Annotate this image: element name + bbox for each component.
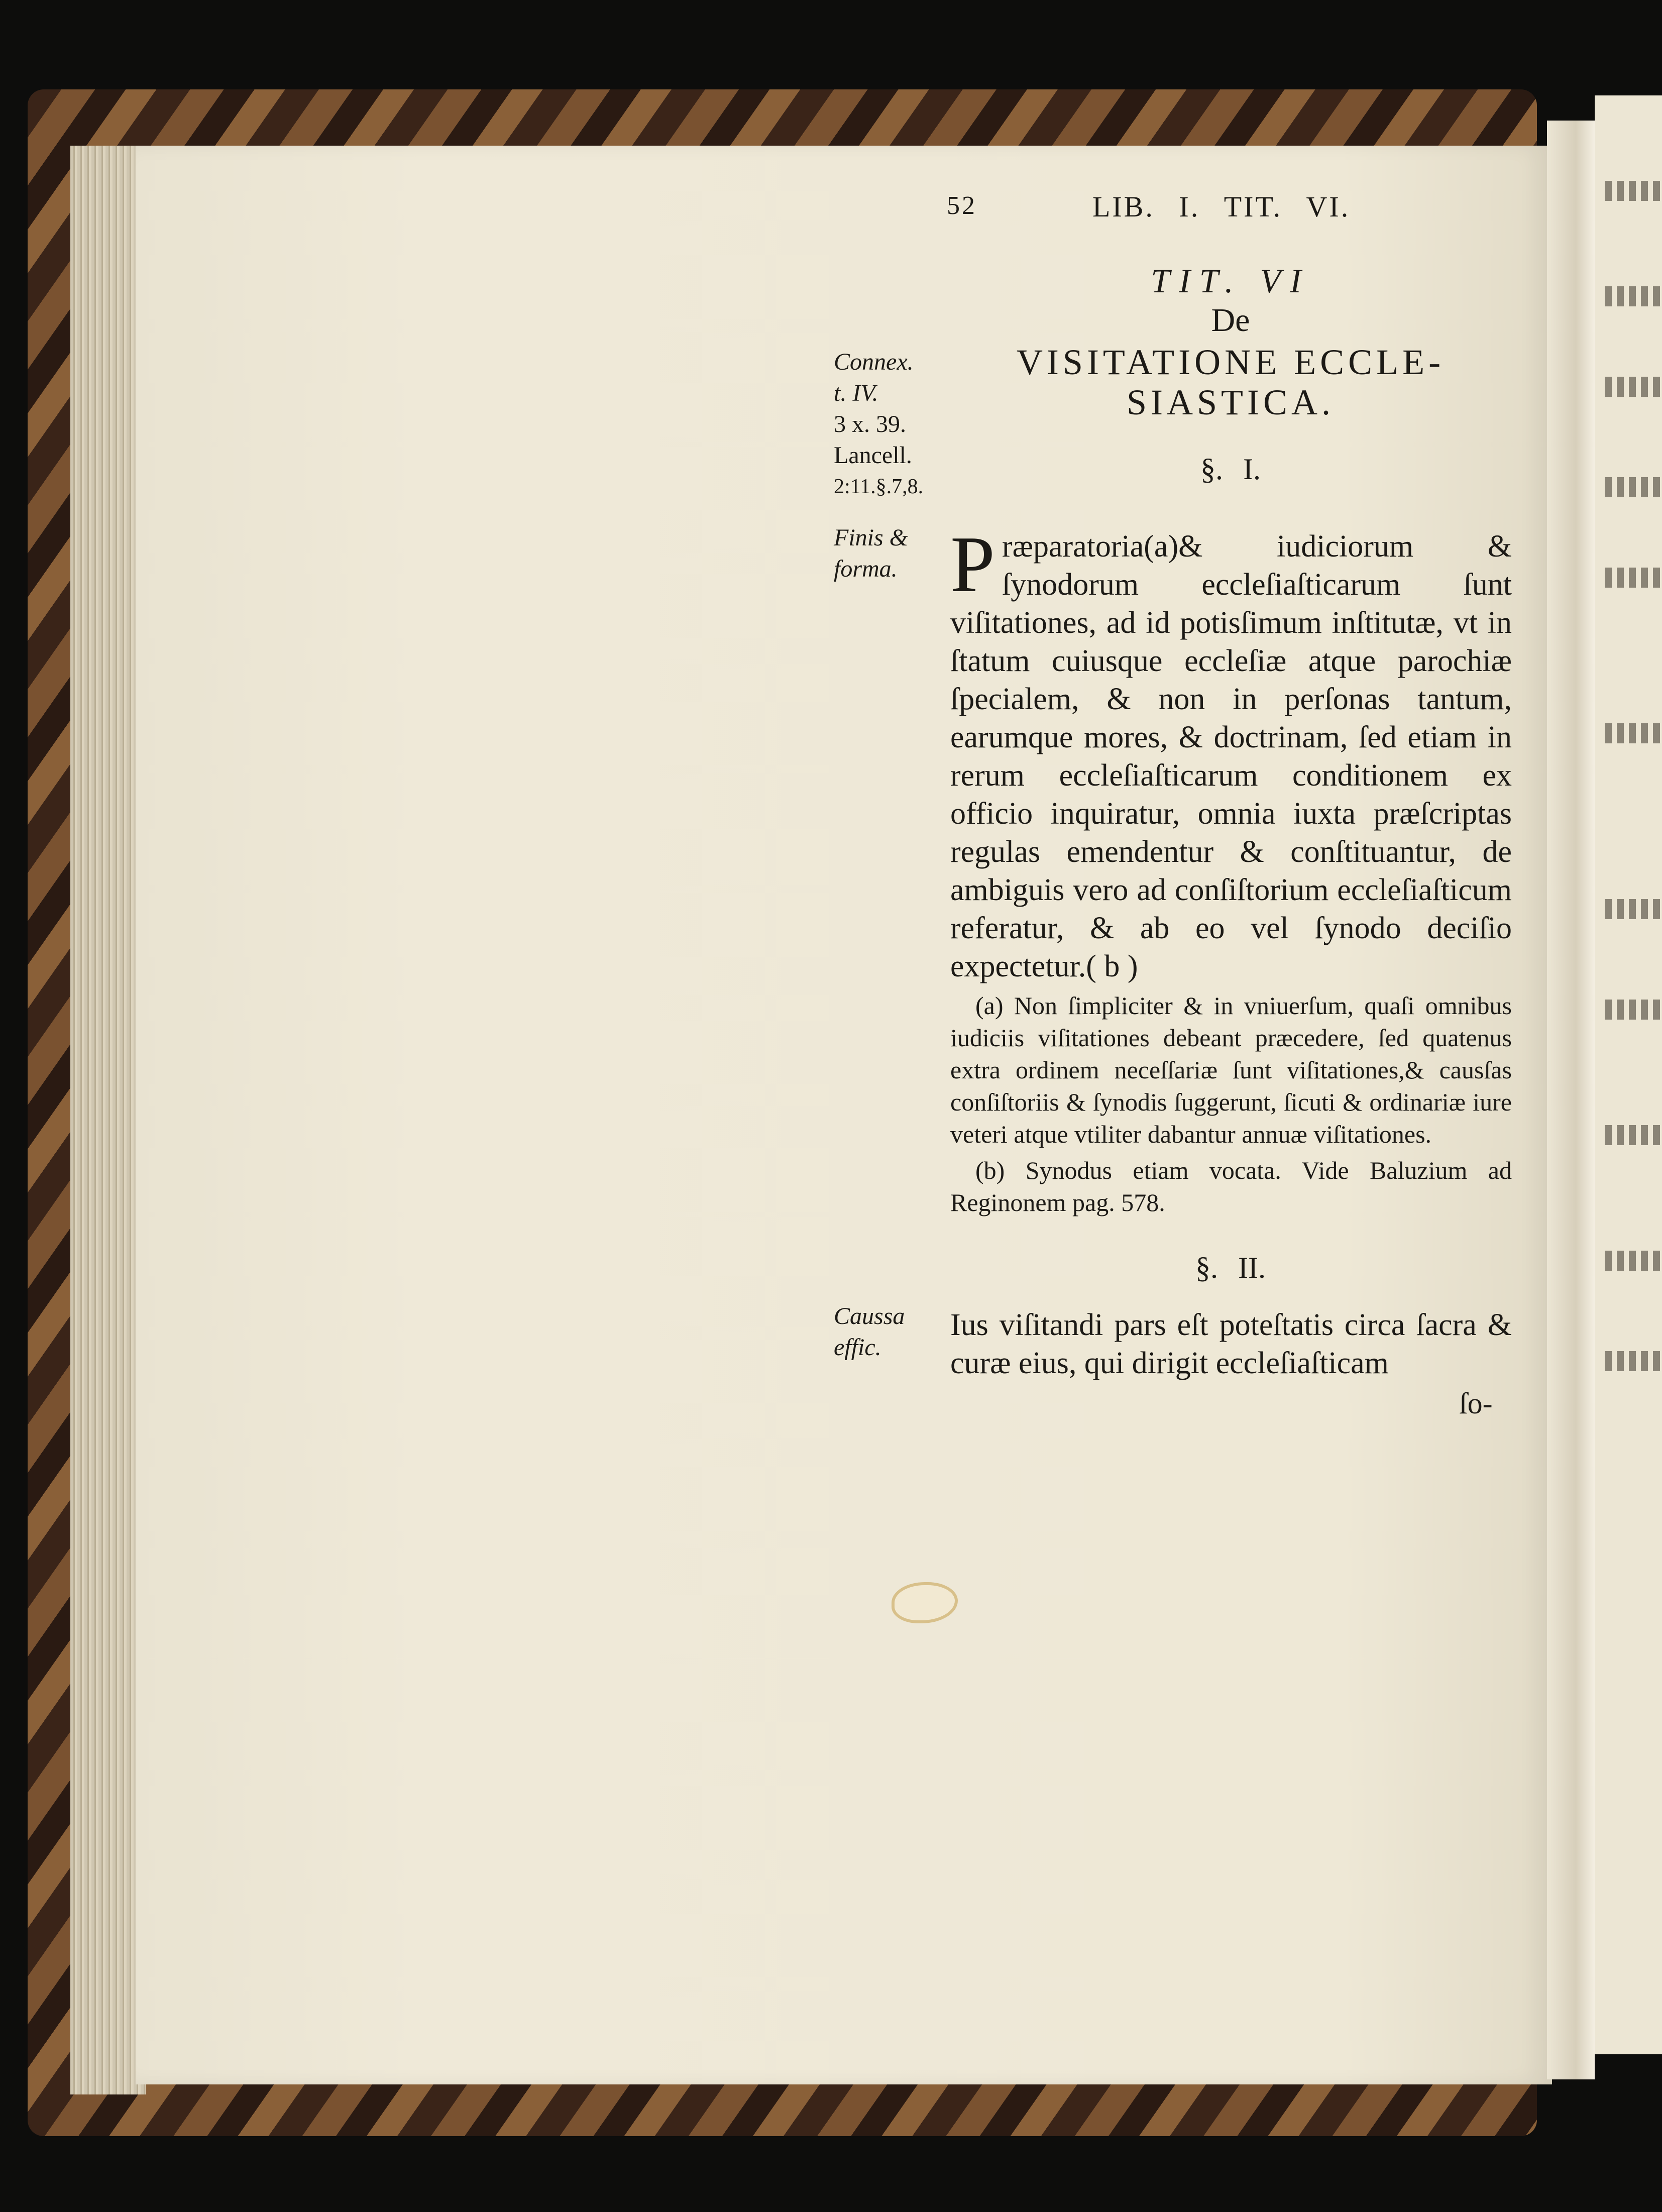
catchword: ſo-	[1459, 1387, 1493, 1420]
margin-note-finis	[834, 522, 944, 585]
section-number: I.	[1243, 453, 1261, 486]
margin-note-connex	[834, 347, 944, 502]
running-head	[947, 186, 1524, 236]
margin-note-line: Lancell.	[834, 442, 912, 469]
footnotes	[950, 989, 1512, 1223]
chapter-heading-line2: SIASTICA.	[1126, 382, 1335, 422]
margin-note-line: 3 x. 39.	[834, 411, 906, 437]
paragraph-text: ræparatoria(a)& iudiciorum & ſynodorum eccleſiaſticarum ſunt viſitationes, ad id potisſimum inſtitutæ, vt in ſtatum cuiusque eccleſiæ atque parochiæ ſpecialem, & non in perſonas tantum, earumque mores, & doctrinam, ſed etiam in rerum eccleſiaſticarum conditionem ex officio inquiratur, omnia iuxta præſcriptas regulas emendentur & conſtituantur, de ambiguis vero ad conſiſtorium eccleſiaſticum referatur, & ab eo vel ſynodo deciſio expectetur.( b )	[950, 529, 1512, 983]
margin-note-line: 2:11.§.7,8.	[834, 475, 924, 498]
margin-note-line: effic.	[834, 1334, 881, 1361]
section-symbol: §.	[1195, 1251, 1218, 1284]
adjacent-page	[1595, 95, 1662, 2054]
footnote-a: (a) Non ſimpliciter & in vniuerſum, quaſi omnibus iudiciis viſitationes debeant præcedere, ſed quatenus extra ordinem neceſſariæ ſunt viſitationes,& causſas conſiſtoriis & ſynodis ſuggerunt, ſicuti & ordinariæ iure veteri atque vtiliter dabantur annuæ viſitationes.	[950, 991, 1512, 1148]
margin-note-line: Caussa	[834, 1303, 905, 1330]
margin-note-line: Finis &	[834, 524, 909, 551]
page-number: 52	[947, 191, 977, 220]
page-edges	[70, 146, 146, 2094]
margin-note-line: forma.	[834, 556, 898, 582]
drop-cap: P	[950, 519, 995, 609]
section-symbol: §.	[1200, 453, 1223, 486]
section-number: II.	[1238, 1251, 1266, 1284]
section-heading	[954, 1251, 1507, 1285]
margin-note-line: Connex.	[834, 349, 914, 375]
footnote-b: (b) Synodus etiam vocata. Vide Baluzium ad Reginonem pag. 578.	[950, 1156, 1512, 1216]
title-de: De	[1211, 302, 1250, 339]
chapter-heading-line1: VISITATIONE ECCLE-	[1016, 342, 1445, 382]
title-number: TIT. VI	[1151, 262, 1310, 300]
paragraph-2: Ius viſitandi pars eſt poteſtatis circa ſacra & curæ eius, qui dirigit eccleſiaſticam	[950, 1308, 1512, 1380]
book-gutter	[1547, 121, 1595, 2079]
margin-note-line: t. IV.	[834, 380, 878, 406]
margin-note-causa	[834, 1301, 944, 1363]
section-heading	[954, 452, 1507, 487]
paragraph-1	[950, 519, 1512, 985]
running-title: LIB. I. TIT. VI.	[1092, 190, 1351, 223]
